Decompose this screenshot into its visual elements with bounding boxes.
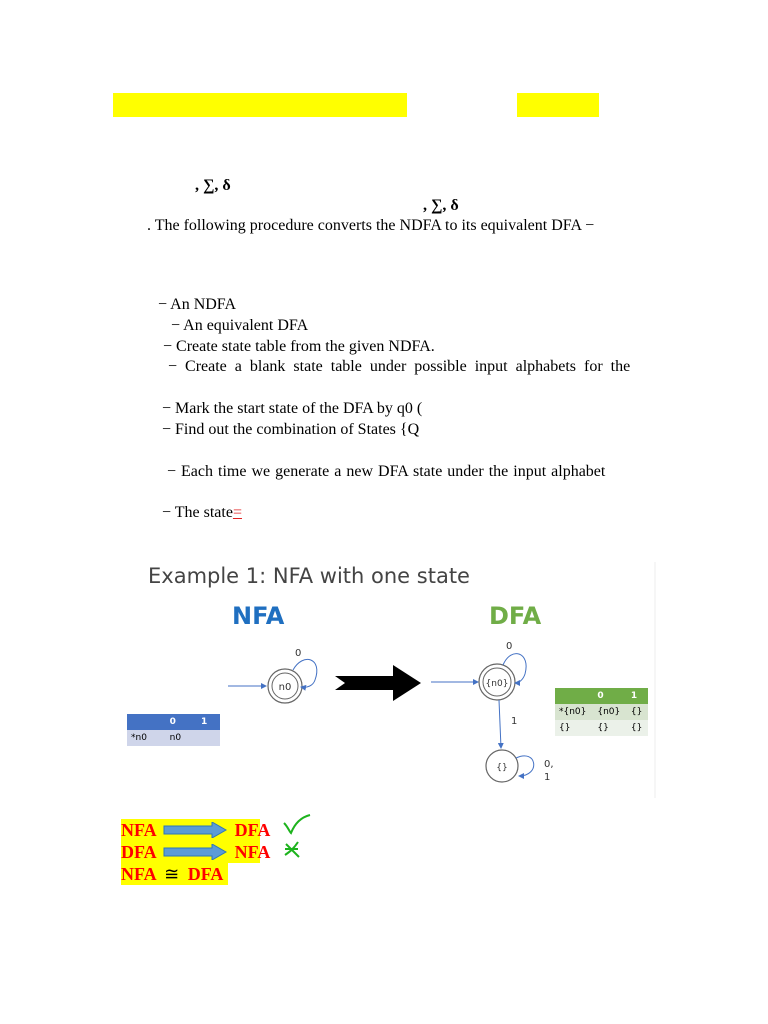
cross-icon [282, 840, 302, 866]
dfa-empty-state-label: {} [496, 763, 508, 773]
tuple-line-1: , ∑, δ [195, 177, 231, 194]
table-row [555, 704, 648, 720]
relation-left: NFA [121, 864, 156, 884]
relation-left: DFA [121, 842, 156, 862]
figure-title: Example 1: NFA with one state [148, 564, 470, 588]
nfa-loop-label: 0 [295, 648, 302, 659]
dfa-empty-loop-label-b: 1 [544, 772, 551, 783]
relation-dfa-to-nfa [121, 841, 271, 863]
step-4: − Find out the combination of States {Q [162, 421, 420, 438]
procedure-line: . The following procedure converts the NDFA to its equivalent DFA − [147, 217, 595, 234]
table-cell: *n0 [127, 730, 166, 746]
dfa-empty-self-loop [516, 756, 534, 776]
table-cell [127, 714, 166, 730]
item-output: − An equivalent DFA [171, 317, 309, 334]
right-arrow-icon [162, 822, 228, 838]
table-cell: 0 [593, 688, 627, 704]
relation-nfa-equiv-dfa [121, 863, 228, 885]
table-cell [555, 688, 593, 704]
relation-right: DFA [187, 864, 224, 884]
check-icon [282, 813, 312, 841]
table-cell: *{n0} [555, 704, 593, 720]
table-row [555, 688, 648, 704]
dfa-state-table [555, 688, 648, 736]
step-5: − Each time we generate a new DFA state under the input alphabet [167, 463, 606, 480]
step-6 [162, 503, 242, 523]
automata-diagram [123, 562, 656, 798]
relation-right: NFA [234, 842, 271, 862]
table-row [127, 730, 220, 746]
nfa-state-table [127, 714, 220, 746]
table-row [555, 720, 648, 736]
table-cell [197, 730, 220, 746]
dfa-loop-label: 0 [506, 641, 513, 652]
heading-highlight-left [113, 93, 407, 117]
state-mark: = [232, 504, 242, 521]
table-cell: 1 [197, 714, 220, 730]
tuple-line-2: , ∑, δ [423, 197, 459, 214]
conversion-arrow [335, 665, 421, 701]
equivalence-symbol: ≅ [164, 864, 180, 884]
table-cell: 1 [627, 688, 648, 704]
heading-highlight-right [517, 93, 599, 117]
table-cell: {} [555, 720, 593, 736]
table-cell: {} [627, 704, 648, 720]
dfa-empty-loop-label-a: 0, [544, 759, 554, 770]
table-cell: {} [627, 720, 648, 736]
dfa-label: DFA [489, 602, 542, 630]
right-arrow-icon [162, 844, 228, 860]
table-cell: n0 [166, 730, 197, 746]
table-cell: 0 [166, 714, 197, 730]
nfa-state-label: n0 [278, 682, 292, 693]
relation-left: NFA [121, 820, 156, 840]
table-cell: {n0} [593, 704, 627, 720]
step-1: − Create state table from the given NDFA. [163, 338, 435, 355]
table-cell: {} [593, 720, 627, 736]
relation-nfa-to-dfa [121, 819, 271, 841]
example-figure [123, 562, 656, 798]
table-row [127, 714, 220, 730]
nfa-label: NFA [232, 602, 285, 630]
step-6-text: − The state [162, 504, 233, 521]
step-3: − Mark the start state of the DFA by q0 ( [162, 400, 423, 417]
step-2: − Create a blank state table under possible input alphabets for the [168, 358, 631, 375]
item-input: − An NDFA [158, 296, 237, 313]
dfa-state-label: {n0} [485, 679, 509, 689]
dfa-transition-arrow [499, 700, 501, 748]
dfa-transition-label: 1 [511, 716, 518, 727]
relation-right: DFA [234, 820, 271, 840]
